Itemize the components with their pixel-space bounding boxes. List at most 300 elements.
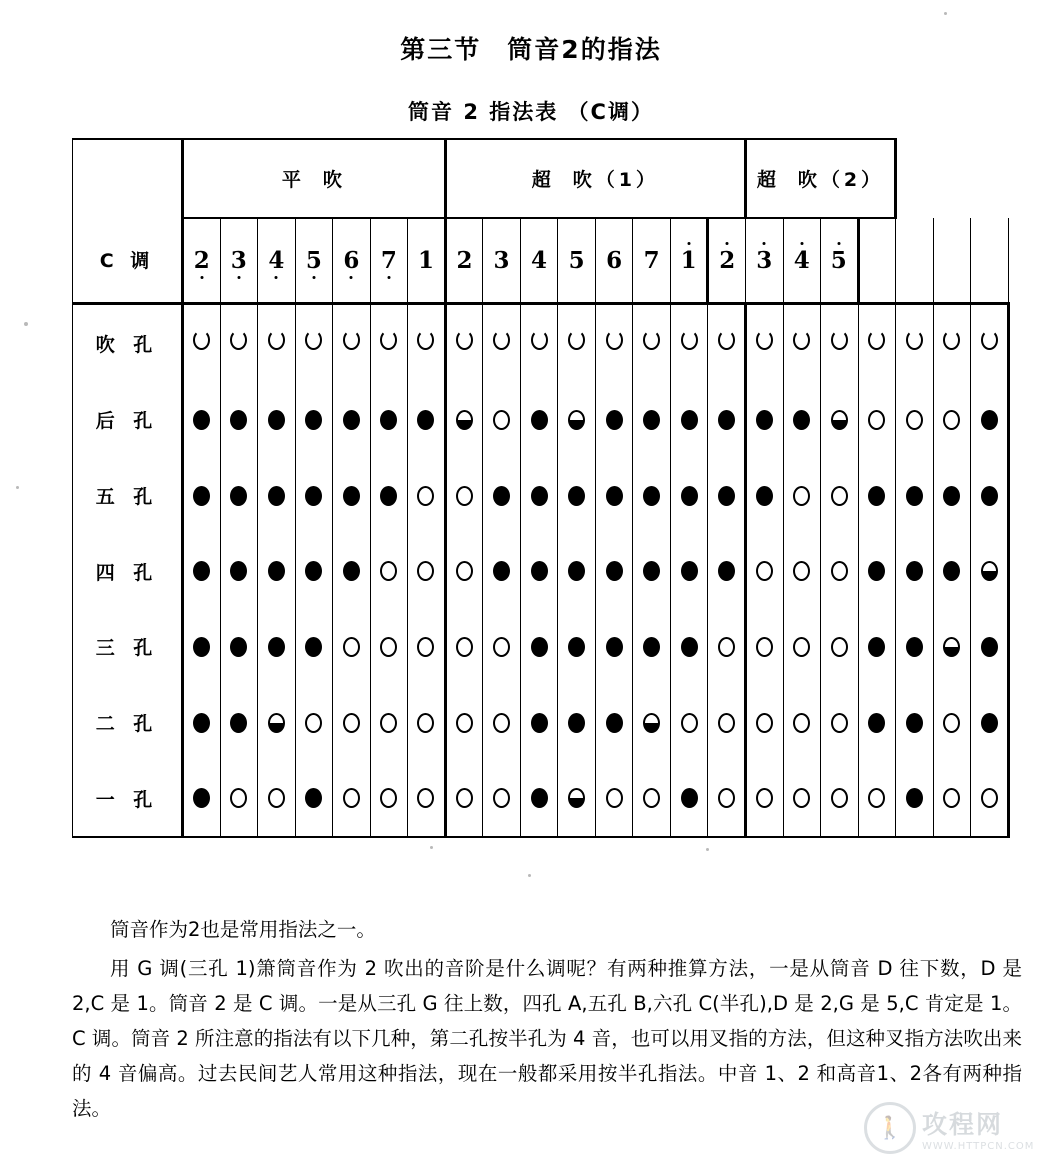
group-header-1 bbox=[183, 139, 446, 218]
hole-cell bbox=[896, 458, 934, 534]
hole-cell bbox=[745, 685, 783, 761]
hole-cell bbox=[745, 760, 783, 837]
hole-marker-open bbox=[831, 561, 848, 581]
hole-marker-open bbox=[493, 637, 510, 657]
hole-cell bbox=[595, 382, 633, 458]
row-label-1: 吹 孔 bbox=[73, 304, 183, 382]
hole-marker-filled bbox=[868, 486, 885, 506]
hole-cell bbox=[633, 533, 671, 609]
hole-cell bbox=[745, 382, 783, 458]
hole-cell bbox=[670, 685, 708, 761]
hole-marker-open bbox=[643, 330, 660, 350]
hole-cell bbox=[595, 685, 633, 761]
hole-cell bbox=[370, 458, 408, 534]
hole-cell bbox=[258, 685, 296, 761]
octave-dot-high bbox=[837, 242, 840, 245]
hole-marker-half bbox=[268, 713, 285, 733]
hole-cell bbox=[408, 685, 446, 761]
octave-dot-low bbox=[237, 276, 240, 279]
hole-cell bbox=[783, 458, 821, 534]
hole-marker-filled bbox=[681, 486, 698, 506]
hole-cell bbox=[633, 458, 671, 534]
hole-marker-open bbox=[417, 486, 434, 506]
hole-cell bbox=[295, 304, 333, 382]
hole-marker-open bbox=[718, 713, 735, 733]
note-cell-pad bbox=[933, 218, 971, 304]
hole-marker-filled bbox=[681, 561, 698, 581]
hole-marker-filled bbox=[531, 788, 548, 808]
runner-icon: 🚶 bbox=[864, 1102, 916, 1154]
hole-marker-filled bbox=[230, 637, 247, 657]
hole-cell bbox=[971, 458, 1009, 534]
hole-cell bbox=[633, 760, 671, 837]
hole-cell bbox=[670, 609, 708, 685]
note-digit: 3 bbox=[756, 249, 772, 272]
hole-marker-open bbox=[831, 330, 848, 350]
page-title bbox=[0, 0, 1062, 66]
hole-cell bbox=[896, 304, 934, 382]
hole-cell bbox=[708, 304, 746, 382]
hole-marker-filled bbox=[981, 486, 998, 506]
hole-cell bbox=[971, 685, 1009, 761]
hole-marker-filled bbox=[493, 486, 510, 506]
hole-marker-open bbox=[943, 713, 960, 733]
hole-marker-open bbox=[906, 410, 923, 430]
row-label-7: 一 孔 bbox=[73, 760, 183, 837]
octave-dot-high bbox=[687, 242, 690, 245]
hole-cell bbox=[858, 760, 896, 837]
note-cell-6 bbox=[370, 218, 408, 304]
hole-marker-open bbox=[756, 713, 773, 733]
hole-marker-open bbox=[380, 637, 397, 657]
hole-marker-filled bbox=[943, 561, 960, 581]
hole-marker-filled bbox=[643, 561, 660, 581]
hole-marker-filled bbox=[681, 637, 698, 657]
hole-cell bbox=[408, 304, 446, 382]
hole-cell bbox=[821, 382, 859, 458]
hole-marker-open bbox=[906, 330, 923, 350]
hole-marker-filled bbox=[343, 486, 360, 506]
hole-marker-open bbox=[268, 788, 285, 808]
hole-marker-open bbox=[417, 637, 434, 657]
hole-marker-filled bbox=[681, 410, 698, 430]
hole-cell bbox=[483, 533, 521, 609]
group-header-label-a: 超 bbox=[531, 168, 555, 191]
octave-dot-high bbox=[800, 242, 803, 245]
hole-marker-open bbox=[343, 788, 360, 808]
title-prefix: 第三节 bbox=[400, 35, 482, 64]
group-header-label-b: 吹 bbox=[322, 168, 346, 191]
note-cell-1 bbox=[183, 218, 221, 304]
row-label-6: 二 孔 bbox=[73, 685, 183, 761]
hole-marker-open bbox=[493, 410, 510, 430]
hole-marker-filled bbox=[193, 637, 210, 657]
hole-cell bbox=[333, 760, 371, 837]
hole-marker-open bbox=[868, 410, 885, 430]
hole-marker-filled bbox=[981, 410, 998, 430]
hole-marker-filled bbox=[268, 410, 285, 430]
hole-cell bbox=[821, 304, 859, 382]
hole-cell bbox=[933, 685, 971, 761]
hole-cell bbox=[595, 458, 633, 534]
hole-cell bbox=[520, 685, 558, 761]
hole-cell bbox=[258, 760, 296, 837]
fingering-chart-container bbox=[72, 138, 1010, 838]
chart-corner-cell bbox=[73, 139, 183, 218]
chart-row bbox=[73, 609, 1009, 685]
note-cell-pad bbox=[971, 218, 1009, 304]
hole-cell bbox=[183, 533, 221, 609]
hole-cell bbox=[633, 382, 671, 458]
note-digit: 4 bbox=[268, 249, 284, 272]
hole-marker-open bbox=[305, 330, 322, 350]
hole-marker-open bbox=[268, 330, 285, 350]
hole-cell bbox=[258, 609, 296, 685]
hole-cell bbox=[708, 533, 746, 609]
hole-marker-filled bbox=[305, 486, 322, 506]
hole-cell bbox=[558, 609, 596, 685]
hole-cell bbox=[670, 533, 708, 609]
hole-cell bbox=[183, 382, 221, 458]
hole-cell bbox=[858, 304, 896, 382]
hole-marker-filled bbox=[868, 561, 885, 581]
site-watermark bbox=[864, 1100, 1054, 1156]
hole-marker-filled bbox=[493, 561, 510, 581]
scan-speck bbox=[24, 322, 28, 326]
hole-cell bbox=[333, 609, 371, 685]
hole-marker-open bbox=[718, 330, 735, 350]
hole-cell bbox=[821, 609, 859, 685]
hole-cell bbox=[708, 458, 746, 534]
hole-cell bbox=[633, 685, 671, 761]
hole-cell bbox=[821, 760, 859, 837]
hole-marker-filled bbox=[906, 561, 923, 581]
hole-cell bbox=[558, 304, 596, 382]
hole-marker-filled bbox=[380, 486, 397, 506]
hole-cell bbox=[445, 458, 483, 534]
hole-marker-filled bbox=[531, 410, 548, 430]
hole-marker-open bbox=[568, 330, 585, 350]
chart-row bbox=[73, 304, 1009, 382]
note-cell-9 bbox=[483, 218, 521, 304]
hole-marker-filled bbox=[417, 410, 434, 430]
hole-marker-filled bbox=[943, 486, 960, 506]
hole-cell bbox=[971, 609, 1009, 685]
hole-marker-open bbox=[981, 330, 998, 350]
hole-cell bbox=[520, 760, 558, 837]
octave-dot-low bbox=[387, 276, 390, 279]
hole-marker-filled bbox=[380, 410, 397, 430]
hole-marker-open bbox=[230, 330, 247, 350]
hole-cell bbox=[558, 458, 596, 534]
note-cell-pad bbox=[858, 218, 896, 304]
hole-marker-open bbox=[793, 561, 810, 581]
hole-cell bbox=[670, 304, 708, 382]
hole-marker-filled bbox=[606, 486, 623, 506]
hole-marker-open bbox=[793, 637, 810, 657]
hole-cell bbox=[483, 609, 521, 685]
hole-cell bbox=[483, 760, 521, 837]
group-header-label-b: 吹（2） bbox=[797, 168, 885, 191]
hole-cell bbox=[933, 760, 971, 837]
hole-marker-open bbox=[681, 713, 698, 733]
note-digit: 2 bbox=[719, 249, 735, 272]
hole-cell bbox=[933, 609, 971, 685]
hole-cell bbox=[408, 609, 446, 685]
hole-marker-filled bbox=[718, 410, 735, 430]
hole-cell bbox=[333, 533, 371, 609]
hole-cell bbox=[408, 760, 446, 837]
hole-marker-filled bbox=[268, 561, 285, 581]
hole-marker-open bbox=[943, 788, 960, 808]
hole-cell bbox=[896, 533, 934, 609]
hole-cell bbox=[971, 760, 1009, 837]
note-digit: 2 bbox=[194, 249, 210, 272]
hole-marker-filled bbox=[681, 788, 698, 808]
note-cell-10 bbox=[520, 218, 558, 304]
hole-marker-open bbox=[718, 788, 735, 808]
hole-marker-open bbox=[868, 330, 885, 350]
hole-marker-filled bbox=[606, 637, 623, 657]
hole-cell bbox=[445, 533, 483, 609]
hole-cell bbox=[933, 382, 971, 458]
note-digit: 6 bbox=[343, 249, 359, 272]
hole-marker-open bbox=[943, 330, 960, 350]
chart-row bbox=[73, 760, 1009, 837]
hole-marker-open bbox=[681, 330, 698, 350]
chart-row bbox=[73, 458, 1009, 534]
hole-cell bbox=[783, 685, 821, 761]
hole-cell bbox=[520, 609, 558, 685]
note-cell-12 bbox=[595, 218, 633, 304]
note-cell-17 bbox=[783, 218, 821, 304]
octave-dot-high bbox=[763, 242, 766, 245]
hole-cell bbox=[971, 533, 1009, 609]
note-cell-15 bbox=[708, 218, 746, 304]
hole-cell bbox=[220, 760, 258, 837]
hole-marker-open bbox=[531, 330, 548, 350]
hole-cell bbox=[333, 458, 371, 534]
hole-cell bbox=[408, 458, 446, 534]
note-digit: 4 bbox=[794, 249, 810, 272]
hole-cell bbox=[295, 458, 333, 534]
hole-marker-open bbox=[756, 637, 773, 657]
hole-marker-filled bbox=[568, 637, 585, 657]
hole-cell bbox=[483, 304, 521, 382]
hole-cell bbox=[708, 609, 746, 685]
hole-cell bbox=[933, 533, 971, 609]
hole-marker-open bbox=[417, 713, 434, 733]
chart-row bbox=[73, 685, 1009, 761]
hole-cell bbox=[295, 533, 333, 609]
watermark-url: WWW.HTTPCN.COM bbox=[922, 1140, 1035, 1152]
hole-cell bbox=[183, 609, 221, 685]
octave-dot-low bbox=[350, 276, 353, 279]
hole-marker-filled bbox=[793, 410, 810, 430]
hole-marker-open bbox=[868, 788, 885, 808]
hole-marker-open bbox=[343, 330, 360, 350]
note-cell-pad bbox=[896, 218, 934, 304]
hole-marker-open bbox=[831, 637, 848, 657]
note-digit: 5 bbox=[306, 249, 322, 272]
hole-cell bbox=[933, 458, 971, 534]
hole-marker-filled bbox=[305, 410, 322, 430]
note-digit: 7 bbox=[381, 249, 397, 272]
hole-marker-open bbox=[981, 788, 998, 808]
hole-cell bbox=[258, 304, 296, 382]
note-cell-8 bbox=[445, 218, 483, 304]
hole-cell bbox=[295, 382, 333, 458]
hole-marker-open bbox=[756, 561, 773, 581]
hole-cell bbox=[633, 609, 671, 685]
hole-cell bbox=[896, 609, 934, 685]
hole-cell bbox=[595, 533, 633, 609]
group-header-label-b: 吹（1） bbox=[572, 168, 659, 191]
note-cell-4 bbox=[295, 218, 333, 304]
hole-cell bbox=[220, 304, 258, 382]
hole-cell bbox=[558, 760, 596, 837]
hole-marker-filled bbox=[568, 713, 585, 733]
scan-speck bbox=[528, 874, 531, 877]
note-digit: 7 bbox=[643, 246, 660, 274]
body-text bbox=[72, 912, 1022, 1130]
hole-cell bbox=[295, 760, 333, 837]
hole-marker-filled bbox=[981, 637, 998, 657]
hole-marker-filled bbox=[531, 561, 548, 581]
hole-cell bbox=[370, 533, 408, 609]
fingering-chart-table bbox=[72, 138, 1010, 838]
hole-marker-open bbox=[793, 788, 810, 808]
hole-cell bbox=[370, 382, 408, 458]
hole-marker-open bbox=[380, 713, 397, 733]
note-cell-11 bbox=[558, 218, 596, 304]
hole-cell bbox=[333, 382, 371, 458]
hole-marker-half bbox=[831, 410, 848, 430]
hole-cell bbox=[483, 685, 521, 761]
hole-cell bbox=[595, 760, 633, 837]
hole-cell bbox=[896, 685, 934, 761]
hole-cell bbox=[370, 685, 408, 761]
hole-cell bbox=[333, 685, 371, 761]
hole-cell bbox=[670, 382, 708, 458]
hole-cell bbox=[445, 304, 483, 382]
hole-cell bbox=[520, 382, 558, 458]
hole-cell bbox=[783, 533, 821, 609]
hole-cell bbox=[258, 533, 296, 609]
chart-row bbox=[73, 533, 1009, 609]
hole-marker-filled bbox=[718, 561, 735, 581]
hole-marker-filled bbox=[643, 410, 660, 430]
hole-marker-open bbox=[831, 788, 848, 808]
hole-marker-open bbox=[230, 788, 247, 808]
hole-cell bbox=[295, 609, 333, 685]
hole-marker-open bbox=[606, 330, 623, 350]
hole-cell bbox=[633, 304, 671, 382]
hole-marker-open bbox=[343, 713, 360, 733]
hole-cell bbox=[858, 533, 896, 609]
note-digit: 5 bbox=[568, 246, 585, 274]
hole-marker-filled bbox=[193, 788, 210, 808]
hole-cell bbox=[858, 609, 896, 685]
group-header-2 bbox=[445, 139, 745, 218]
paragraph-2: 用 G 调(三孔 1)箫筒音作为 2 吹出的音阶是什么调呢？有两种推算方法，一是从筒音 D 往下数，D 是 2,C 是 1。筒音 2 是 C 调。一是从三孔 G 往上数，四孔 A,五孔 B,六孔 C(半孔),D 是 2,G 是 5,C 肯定是 1。C 调。筒音 2 所注意的指法有以下几种，第二孔按半孔为 4 音，也可以用叉指的方法，但这种叉指方法吹出来的 4 音偏高。过去民间艺人常用这种指法，现在一般都采用按半孔指法。中音 1、2 和高音1、2各有两种指法。 bbox=[72, 957, 1022, 1120]
hole-cell bbox=[520, 458, 558, 534]
hole-cell bbox=[858, 382, 896, 458]
hole-marker-filled bbox=[305, 561, 322, 581]
hole-cell bbox=[408, 533, 446, 609]
hole-cell bbox=[745, 609, 783, 685]
hole-marker-filled bbox=[230, 410, 247, 430]
note-cell-18 bbox=[821, 218, 859, 304]
hole-cell bbox=[295, 685, 333, 761]
hole-cell bbox=[408, 382, 446, 458]
note-digit: 3 bbox=[493, 246, 510, 274]
hole-marker-filled bbox=[906, 486, 923, 506]
hole-marker-half bbox=[943, 637, 960, 657]
hole-cell bbox=[896, 760, 934, 837]
hole-marker-open bbox=[456, 486, 473, 506]
note-digit: 1 bbox=[417, 246, 434, 274]
hole-cell bbox=[558, 382, 596, 458]
hole-cell bbox=[220, 533, 258, 609]
chart-row bbox=[73, 382, 1009, 458]
note-cell-14 bbox=[670, 218, 708, 304]
octave-dot-low bbox=[200, 276, 203, 279]
hole-marker-filled bbox=[643, 637, 660, 657]
hole-marker-filled bbox=[718, 486, 735, 506]
note-digit: 5 bbox=[831, 249, 847, 272]
hole-marker-open bbox=[943, 410, 960, 430]
octave-dot-low bbox=[275, 276, 278, 279]
hole-marker-open bbox=[380, 788, 397, 808]
scan-speck bbox=[16, 486, 19, 489]
hole-marker-filled bbox=[193, 713, 210, 733]
hole-marker-filled bbox=[568, 561, 585, 581]
hole-cell bbox=[333, 304, 371, 382]
hole-marker-filled bbox=[606, 561, 623, 581]
hole-marker-half bbox=[981, 561, 998, 581]
hole-marker-filled bbox=[981, 713, 998, 733]
hole-marker-open bbox=[793, 486, 810, 506]
hole-marker-open bbox=[456, 713, 473, 733]
row-label-2: 后 孔 bbox=[73, 382, 183, 458]
hole-marker-filled bbox=[606, 713, 623, 733]
hole-marker-filled bbox=[606, 410, 623, 430]
group-header-3 bbox=[745, 139, 895, 218]
hole-cell bbox=[821, 458, 859, 534]
hole-cell bbox=[783, 609, 821, 685]
title-main: 筒音2的指法 bbox=[507, 35, 662, 64]
hole-cell bbox=[520, 304, 558, 382]
note-cell-16 bbox=[745, 218, 783, 304]
hole-cell bbox=[858, 685, 896, 761]
hole-marker-filled bbox=[868, 713, 885, 733]
hole-cell bbox=[445, 685, 483, 761]
hole-marker-open bbox=[493, 713, 510, 733]
hole-cell bbox=[520, 533, 558, 609]
hole-cell bbox=[971, 304, 1009, 382]
hole-marker-open bbox=[380, 330, 397, 350]
hole-marker-open bbox=[756, 330, 773, 350]
hole-marker-filled bbox=[906, 637, 923, 657]
hole-marker-open bbox=[643, 788, 660, 808]
hole-cell bbox=[183, 685, 221, 761]
hole-marker-filled bbox=[756, 410, 773, 430]
hole-marker-open bbox=[718, 637, 735, 657]
hole-marker-open bbox=[456, 561, 473, 581]
octave-dot-high bbox=[726, 242, 729, 245]
hole-marker-filled bbox=[906, 713, 923, 733]
